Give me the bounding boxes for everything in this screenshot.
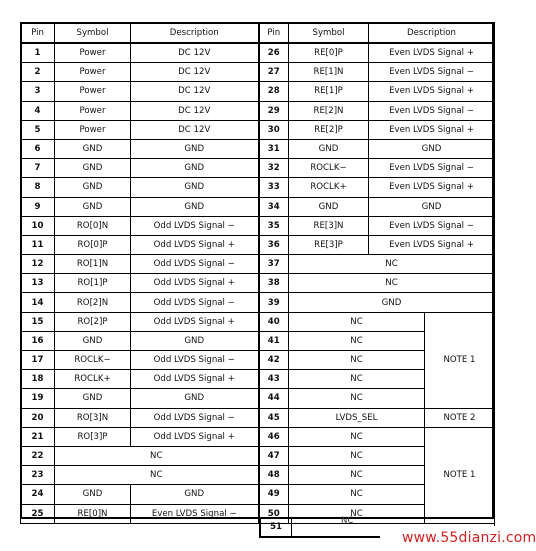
pin-number: 40 (259, 312, 289, 331)
pin-description: Even LVDS Signal + (369, 178, 495, 197)
watermark (380, 526, 536, 551)
table-row (21, 120, 495, 139)
pin-symbol: RE[2]N (289, 101, 369, 120)
pin-symbol: GND (289, 197, 369, 216)
pin-number: 46 (259, 427, 289, 446)
pin-symbol: NC (289, 331, 425, 350)
pin-symbol: NC (289, 312, 425, 331)
pin-symbol: RE[3]P (289, 235, 369, 254)
pin-number: 9 (21, 197, 55, 216)
pin-symbol: GND (55, 485, 131, 504)
pin-number: 33 (259, 178, 289, 197)
pin-symbol: RO[3]N (55, 408, 131, 427)
pin-number: 42 (259, 351, 289, 370)
pin-symbol: GND (55, 389, 131, 408)
pin-symbol: RO[0]N (55, 216, 131, 235)
pin-symbol: GND (55, 197, 131, 216)
pin-description: Even LVDS Signal − (369, 101, 495, 120)
pin-number: 4 (21, 101, 55, 120)
pin-number: 48 (259, 466, 289, 485)
pin-number: 43 (259, 370, 289, 389)
pin-number: 2 (21, 63, 55, 82)
pin-description: GND (131, 159, 259, 178)
pin-number: 31 (259, 139, 289, 158)
pin-symbol: GND (55, 178, 131, 197)
pin-number: 12 (21, 255, 55, 274)
pin-symbol: GND (289, 293, 495, 312)
pin-number: 50 (259, 504, 289, 523)
pin-assignment-table (20, 22, 495, 524)
pin-symbol: RE[2]P (289, 120, 369, 139)
pin-number: 24 (21, 485, 55, 504)
pin-number: 49 (259, 485, 289, 504)
pin-number: 8 (21, 178, 55, 197)
pin-number: 19 (21, 389, 55, 408)
table-row (21, 485, 495, 504)
table-row (21, 274, 495, 293)
pin-description: GND (369, 197, 495, 216)
pin-symbol: GND (55, 331, 131, 350)
pin-number: 30 (259, 120, 289, 139)
pin-description: Even LVDS Signal + (369, 120, 495, 139)
pin-description: Odd LVDS Signal − (131, 255, 259, 274)
pin-number: 32 (259, 159, 289, 178)
pin-number: 41 (259, 331, 289, 350)
table-row (21, 178, 495, 197)
table-row (21, 466, 495, 485)
table-row (21, 63, 495, 82)
note-2: NOTE 2 (425, 408, 495, 427)
pin-description: Even LVDS Signal + (369, 235, 495, 254)
pin-description: DC 12V (131, 101, 259, 120)
pin-description: Odd LVDS Signal + (131, 427, 259, 446)
pin-symbol: NC (289, 274, 495, 293)
pin-symbol: RE[1]P (289, 82, 369, 101)
pin-symbol: GND (55, 139, 131, 158)
pin-number: 38 (259, 274, 289, 293)
pin-symbol: NC (55, 446, 259, 465)
pin-number: 25 (21, 504, 55, 523)
pin-symbol: Power (55, 43, 131, 63)
pin-description: Odd LVDS Signal + (131, 312, 259, 331)
pin-number: 1 (21, 43, 55, 63)
pin-description: Odd LVDS Signal − (131, 351, 259, 370)
pin-symbol: RE[1]N (289, 63, 369, 82)
pin-number: 34 (259, 197, 289, 216)
table-row (21, 82, 495, 101)
pin-symbol: ROCLK+ (289, 178, 369, 197)
pin-number: 47 (259, 446, 289, 465)
pin-number: 26 (259, 43, 289, 63)
table-row (21, 312, 495, 331)
table-row (21, 255, 495, 274)
pin-number: 20 (21, 408, 55, 427)
pin-description: GND (131, 389, 259, 408)
pin-symbol: NC (341, 516, 354, 526)
pin-symbol: RE[0]N (55, 504, 131, 523)
pin-number: 39 (259, 293, 289, 312)
table-row (21, 43, 495, 63)
pin-description: Even LVDS Signal − (131, 504, 259, 523)
pin-symbol: Power (55, 82, 131, 101)
table-row (21, 293, 495, 312)
pin-number: 22 (21, 446, 55, 465)
table-row (21, 197, 495, 216)
watermark-text: www.55dianzi.com (402, 530, 536, 546)
header-symbol: Symbol (55, 23, 131, 44)
pin-symbol: RE[0]P (289, 43, 369, 63)
pin-description: GND (131, 197, 259, 216)
pin-number: 45 (259, 408, 289, 427)
pin-description: GND (131, 485, 259, 504)
pin-number: 35 (259, 216, 289, 235)
pin-number: 17 (21, 351, 55, 370)
pin-symbol: NC (289, 466, 425, 485)
pin-number: 7 (21, 159, 55, 178)
pin-number: 18 (21, 370, 55, 389)
pin-description: Odd LVDS Signal + (131, 370, 259, 389)
pin-description: DC 12V (131, 43, 259, 63)
table-row (21, 351, 495, 370)
pin-symbol: ROCLK− (55, 351, 131, 370)
pin-description: Even LVDS Signal + (369, 82, 495, 101)
pin-symbol: Power (55, 101, 131, 120)
table-row (21, 446, 495, 465)
pin-symbol: NC (289, 351, 425, 370)
pin-symbol: NC (289, 255, 495, 274)
pin-description: GND (131, 139, 259, 158)
pin-description: Odd LVDS Signal − (131, 293, 259, 312)
pin-symbol: RO[1]N (55, 255, 131, 274)
header-pin: Pin (21, 23, 55, 44)
pin-number: 27 (259, 63, 289, 82)
note-1: NOTE 1 (425, 427, 495, 523)
pin-description: GND (131, 331, 259, 350)
pin-symbol: Power (55, 63, 131, 82)
pin-description: Even LVDS Signal − (369, 63, 495, 82)
pin-symbol: NC (289, 446, 425, 465)
pin-number: 15 (21, 312, 55, 331)
pin-number: 13 (21, 274, 55, 293)
table-row (21, 235, 495, 254)
pin-number: 6 (21, 139, 55, 158)
pin-symbol: RO[0]P (55, 235, 131, 254)
pin-description: DC 12V (131, 82, 259, 101)
table-row (21, 331, 495, 350)
pin-number: 51 (261, 519, 292, 536)
pin-number: 23 (21, 466, 55, 485)
pin-description: DC 12V (131, 120, 259, 139)
pin-description: GND (369, 139, 495, 158)
table-row (21, 408, 495, 427)
pin-number: 5 (21, 120, 55, 139)
pin-symbol: RO[1]P (55, 274, 131, 293)
table-row (21, 427, 495, 446)
pin-number: 28 (259, 82, 289, 101)
pin-number: 14 (21, 293, 55, 312)
pin-description: GND (131, 178, 259, 197)
pin-symbol: RO[2]P (55, 312, 131, 331)
pin-symbol: RO[3]P (55, 427, 131, 446)
pin-number: 11 (21, 235, 55, 254)
pin-symbol: NC (289, 389, 425, 408)
pin-symbol: GND (55, 159, 131, 178)
pin-number: 10 (21, 216, 55, 235)
pin-symbol: GND (289, 139, 369, 158)
pin-description: Even LVDS Signal − (369, 216, 495, 235)
pin-symbol: NC (289, 370, 425, 389)
pin-symbol: NC (289, 427, 425, 446)
pin-symbol: ROCLK− (289, 159, 369, 178)
pin-number: 29 (259, 101, 289, 120)
pin-description: Even LVDS Signal + (369, 43, 495, 63)
pin-description: Odd LVDS Signal − (131, 408, 259, 427)
note-1: NOTE 1 (425, 312, 495, 408)
header-description: Description (131, 23, 259, 44)
header-symbol: Symbol (289, 23, 369, 44)
pin-symbol: LVDS_SEL (289, 408, 425, 427)
pin-symbol: Power (55, 120, 131, 139)
table-row (21, 389, 495, 408)
pin-description: Odd LVDS Signal + (131, 274, 259, 293)
pin-description: DC 12V (131, 63, 259, 82)
pin-number: 36 (259, 235, 289, 254)
pin-number: 37 (259, 255, 289, 274)
table-header-row (21, 23, 495, 44)
pin-description: Even LVDS Signal − (369, 159, 495, 178)
table-row (21, 370, 495, 389)
pin-symbol: NC (289, 504, 425, 523)
pin-symbol: RO[2]N (55, 293, 131, 312)
pin-number: 21 (21, 427, 55, 446)
header-pin: Pin (259, 23, 289, 44)
pin-symbol: ROCLK+ (55, 370, 131, 389)
pin-description: Odd LVDS Signal − (131, 216, 259, 235)
pin-number: 44 (259, 389, 289, 408)
pin-description: Odd LVDS Signal + (131, 235, 259, 254)
table-row (21, 216, 495, 235)
table-row (21, 101, 495, 120)
pin-number: 16 (21, 331, 55, 350)
header-description: Description (369, 23, 495, 44)
pin-symbol: NC (55, 466, 259, 485)
pin-symbol: NC (289, 485, 425, 504)
table-row (21, 139, 495, 158)
table-row (21, 159, 495, 178)
pin-symbol: RE[3]N (289, 216, 369, 235)
pin-number: 3 (21, 82, 55, 101)
